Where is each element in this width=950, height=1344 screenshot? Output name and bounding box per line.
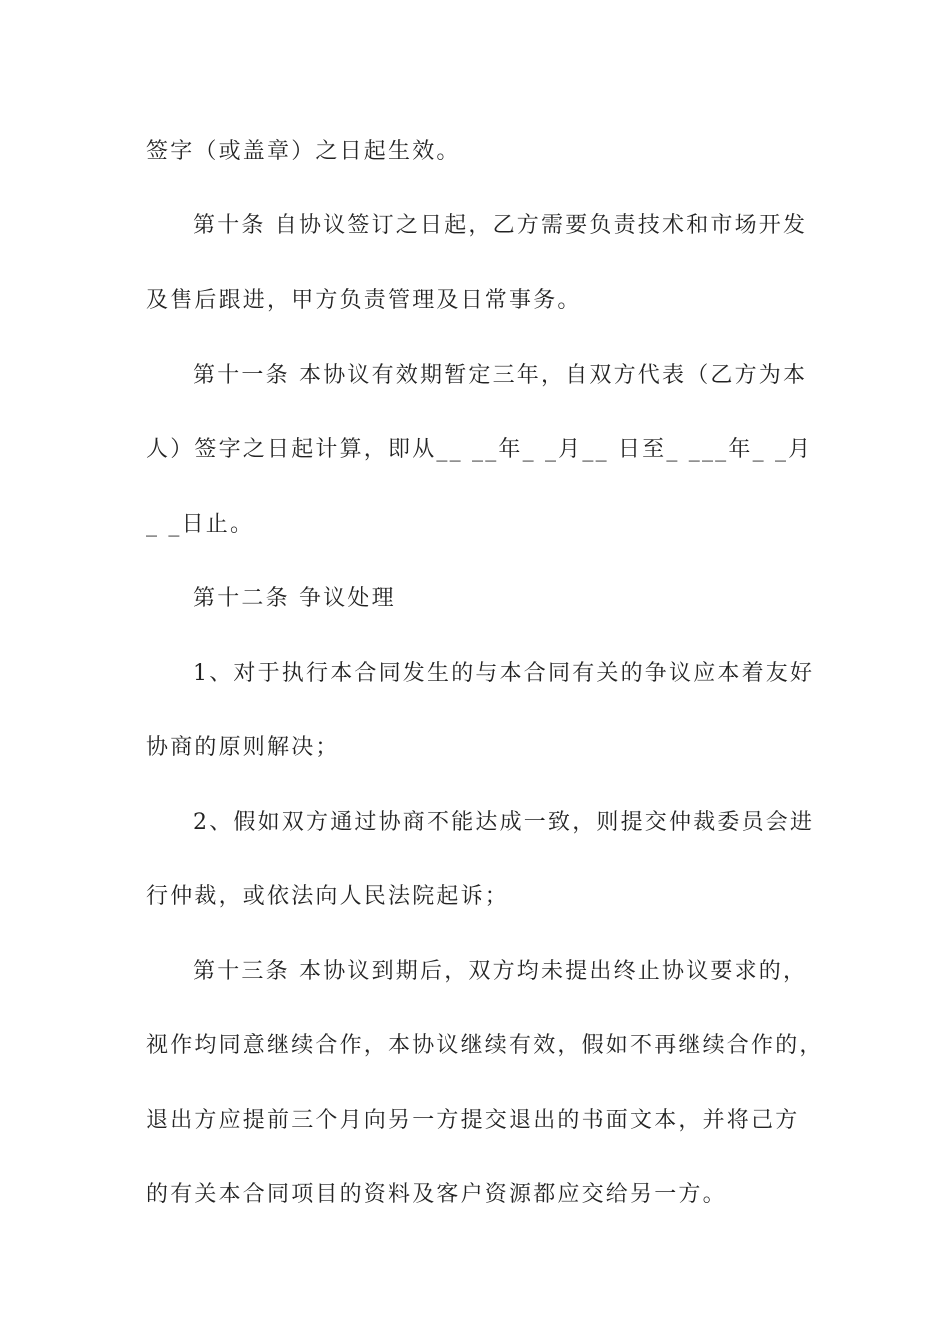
text-line: 人）签字之日起计算，即从__ __年_ _月__ 日至_ ___年_ _月 [146, 437, 813, 462]
text-line: 协商的原则解决； [146, 735, 340, 760]
text-line: 及售后跟进，甲方负责管理及日常事务。 [146, 288, 582, 313]
text-line: 签字（或盖章）之日起生效。 [146, 139, 461, 164]
clause-12-item-2: 2、假如双方通过协商不能达成一致，则提交仲裁委员会进 [193, 810, 815, 835]
clause-11-line: 第十一条 本协议有效期暂定三年，自双方代表（乙方为本 [193, 363, 808, 388]
text-line: _ _日止。 [146, 512, 255, 537]
text-line: 的有关本合同项目的资料及客户资源都应交给另一方。 [146, 1182, 727, 1207]
clause-12-heading: 第十二条 争议处理 [193, 586, 396, 611]
text-line: 行仲裁，或依法向人民法院起诉； [146, 884, 510, 909]
text-line: 视作均同意继续合作，本协议继续有效，假如不再继续合作的， [146, 1033, 824, 1058]
text-line: 退出方应提前三个月向另一方提交退出的书面文本，并将己方 [146, 1108, 800, 1133]
clause-13-line: 第十三条 本协议到期后，双方均未提出终止协议要求的， [193, 959, 808, 984]
clause-10-line: 第十条 自协议签订之日起，乙方需要负责技术和市场开发 [193, 213, 808, 238]
clause-12-item-1: 1、对于执行本合同发生的与本合同有关的争议应本着友好 [193, 661, 815, 686]
